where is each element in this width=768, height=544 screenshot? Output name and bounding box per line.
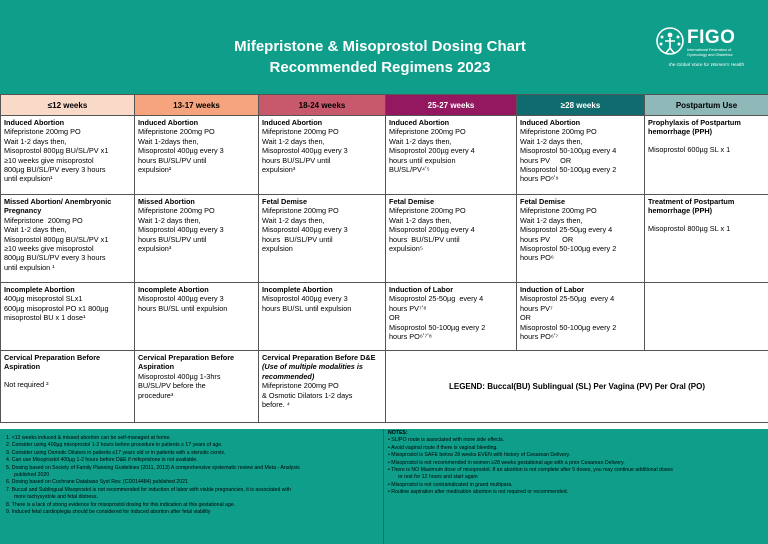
dosing-cell: Treatment of Postpartum hemorrhage (PPH) Misoprostol 800µg SL x 1 xyxy=(645,195,768,283)
dosing-cell: Prophylaxis of Postpartum hemorrhage (PPH) Misoprostol 600µg SL x 1 xyxy=(645,116,768,195)
column-header-18-24-weeks: 18-24 weeks xyxy=(259,95,386,116)
table-row xyxy=(1,116,768,195)
dosing-cell: Incomplete Abortion Misoprostol 400µg every 3 hours BU/SL until expulsion xyxy=(135,283,259,351)
dosing-cell: Missed Abortion Mifepristone 200mg PO Wait 1-2 days then, Misoprostol 400µg every 3 hours BU/SL/PV until expulsion³ xyxy=(135,195,259,283)
notes xyxy=(388,430,766,497)
dosing-cell: Incomplete Abortion Misoprostol 400µg every 3 hours BU/SL until expulsion xyxy=(259,283,386,351)
dosing-cell: Fetal Demise Mifepristone 200mg PO Wait 1-2 days then, Misoprostol 25-50µg every 4 hours PV OR Misoprostol 50-100µg every 2 hours PO⁶ xyxy=(517,195,645,283)
dosing-cell: Induced Abortion Mifepristone 200mg PO Wait 1-2 days then, Misoprostol 800µg BU/SL/PV x1 ≥10 weeks give misoprostol 800µg BU/SL/PV every 3 hours until expulsion¹ xyxy=(1,116,135,195)
figo-logo-tagline: the Global Voice for Women's Health xyxy=(669,62,745,67)
note-item: • Misoprostol is not recommended in women ≥28 weeks gestational age with a prior Cesarean Delivery. xyxy=(388,460,766,467)
dosing-cell: Missed Abortion/ Anembryonic Pregnancy Mifepristone 200mg PO Wait 1-2 days then, Misoprostol 800µg BU/SL/PV x1 ≥10 weeks give misoprostol 800µg BU/SL/PV every 3 hours until expulsion ¹ xyxy=(1,195,135,283)
dosing-cell: Cervical Preparation Before Aspiration Not required ² xyxy=(1,351,135,423)
column-header-13-17-weeks: 13-17 weeks xyxy=(135,95,259,116)
dosing-cell: Fetal Demise Mifepristone 200mg PO Wait 1-2 days then, Misoprostol 200µg every 4 hours BU/SL/PV until expulsion⁵ xyxy=(386,195,517,283)
footnote: 9. Induced fetal cardioplegia should be considered for induced abortion after fetal viability xyxy=(6,509,211,516)
route-legend: LEGEND: Buccal(BU) Sublingual (SL) Per Vagina (PV) Per Oral (PO) xyxy=(386,351,768,423)
footnote: 8. There is a lack of strong evidence for misoprostol dosing for this indication at this gestational age. xyxy=(6,501,236,508)
dosing-cell: Induction of Labor Misoprostol 25-50µg every 4 hours PV⁷ OR Misoprostol 50-100µg every 2 hours PO⁶ʼ⁷ xyxy=(517,283,645,351)
dosing-table xyxy=(0,94,768,423)
table-row xyxy=(1,283,768,351)
figo-logo-name: FIGO xyxy=(687,27,736,48)
footnote: published 2020 xyxy=(14,472,50,479)
column-header-row xyxy=(1,95,768,116)
dosing-cell: Induced Abortion Mifepristone 200mg PO Wait 1-2 days then, Misoprostol 400µg every 3 hours BU/SL/PV until expulsion³ xyxy=(259,116,386,195)
footer-divider xyxy=(383,429,384,544)
dosing-cell: Induction of Labor Misoprostol 25-50µg every 4 hours PV⁷ʼ⁸ OR Misoprostol 50-100µg every 2 hours PO⁶ʼ⁷ʼ⁸ xyxy=(386,283,517,351)
footnotes xyxy=(6,435,378,516)
notes-heading: NOTES: xyxy=(388,430,408,436)
column-header-le12-weeks: ≤12 weeks xyxy=(1,95,135,116)
column-header-25-27-weeks: 25-27 weeks xyxy=(386,95,517,116)
footnote: 1. <12 weeks induced & missed abortion can be self-managed at home. xyxy=(6,435,171,441)
footnote: 4. Can use Misoprostol 400µg 1-2 hours before D&E if mifepristone is not available. xyxy=(6,457,198,464)
footer-panel xyxy=(0,429,768,544)
figo-emblem-icon xyxy=(655,26,685,56)
note-item: • Avoid vaginal route if there is vaginal bleeding. xyxy=(388,445,766,452)
table-row xyxy=(1,351,768,423)
footnote: 5. Dosing based on Society of Family Planning Guidelines (2011, 2013) A comprehensive systematic review and Meta - Analysis xyxy=(6,464,300,471)
note-item: • SL/PO route is associated with more side effects. xyxy=(388,437,766,444)
dosing-cell: Cervical Preparation Before Aspiration Misoprostol 400µg 1-3hrs BU/SL/PV before the procedure³ xyxy=(135,351,259,423)
dosing-cell: Incomplete Abortion 400µg misoprostol SLx1 600µg misoprostol PO x1 800µg misoprostol BU x 1 dose¹ xyxy=(1,283,135,351)
column-header-ge28-weeks: ≥28 weeks xyxy=(517,95,645,116)
note-item: • Misoprostol is not contraindicated in grand multipara. xyxy=(388,482,766,489)
dosing-cell: Induced Abortion Mifepristone 200mg PO Wait 1-2 days then, Misoprostol 50-100µg every 4 hours PV OR Misoprostol 50-100µg every 2 hours PO⁸ʼ⁹ xyxy=(517,116,645,195)
dosing-cell: Fetal Demise Mifepristone 200mg PO Wait 1-2 days then, Misoprostol 400µg every 3 hours BU/SL/PV until expulsion xyxy=(259,195,386,283)
empty-cell xyxy=(645,283,768,351)
footnote: more tachysystole and fetal distress. xyxy=(14,494,98,501)
note-item: • Misoprostol is SAFE below 28 weeks EVEN with history of Cesarean Delivery. xyxy=(388,452,766,459)
note-item: • Routine aspiration after medication abortion is not required or recommended. xyxy=(388,489,766,496)
figo-logo-subtitle: International Federation of Gynecology and Obstetrics xyxy=(687,48,733,57)
footnote: 2. Consider using 400µg misoprostol 1-2 hours before procedure in patients ≤ 17 years of age. xyxy=(6,442,223,449)
footnote: 6. Dosing based on Cochrane Database Syst Rev. (CD014484) published 2021 xyxy=(6,479,188,486)
header-banner xyxy=(0,0,768,94)
table-row xyxy=(1,195,768,283)
dosing-cell: Cervical Preparation Before D&E (Use of multiple modalities is recommended) Mifepristone 200mg PO & Osmotic Dilators 1-2 days before. ⁴ xyxy=(259,351,386,423)
chart-subtitle: Recommended Regimens 2023 xyxy=(269,59,491,76)
footnote: 3. Consider using Osmotic Dilators in patients ≤17 years old or in patients with a stenotic cervix. xyxy=(6,449,226,456)
dosing-cell: Induced Abortion Mifepristone 200mg PO Wait 1-2 days then, Misoprostol 200µg every 4 hours until expulsion BU/SL/PV⁴ʼ⁵ xyxy=(386,116,517,195)
note-item: • There is NO Maximum dose of misoprostol. If an abortion is not complete after 5 doses, you may continue additional doses xyxy=(388,467,766,474)
figo-logo xyxy=(655,26,763,70)
dosing-cell: Induced Abortion Mifepristone 200mg PO Wait 1-2days then, Misoprostol 400µg every 3 hours BU/SL/PV until expulsion² xyxy=(135,116,259,195)
footnote: 7. Buccal and Sublingual Misoprostol is not recommended for induction of labor with viable pregnancies, it is associated with xyxy=(6,486,291,493)
note-continuation: or rest for 12 hours and start again xyxy=(398,474,478,481)
column-header-postpartum: Postpartum Use xyxy=(645,95,768,116)
chart-title: Mifepristone & Misoprostol Dosing Chart xyxy=(234,38,526,55)
